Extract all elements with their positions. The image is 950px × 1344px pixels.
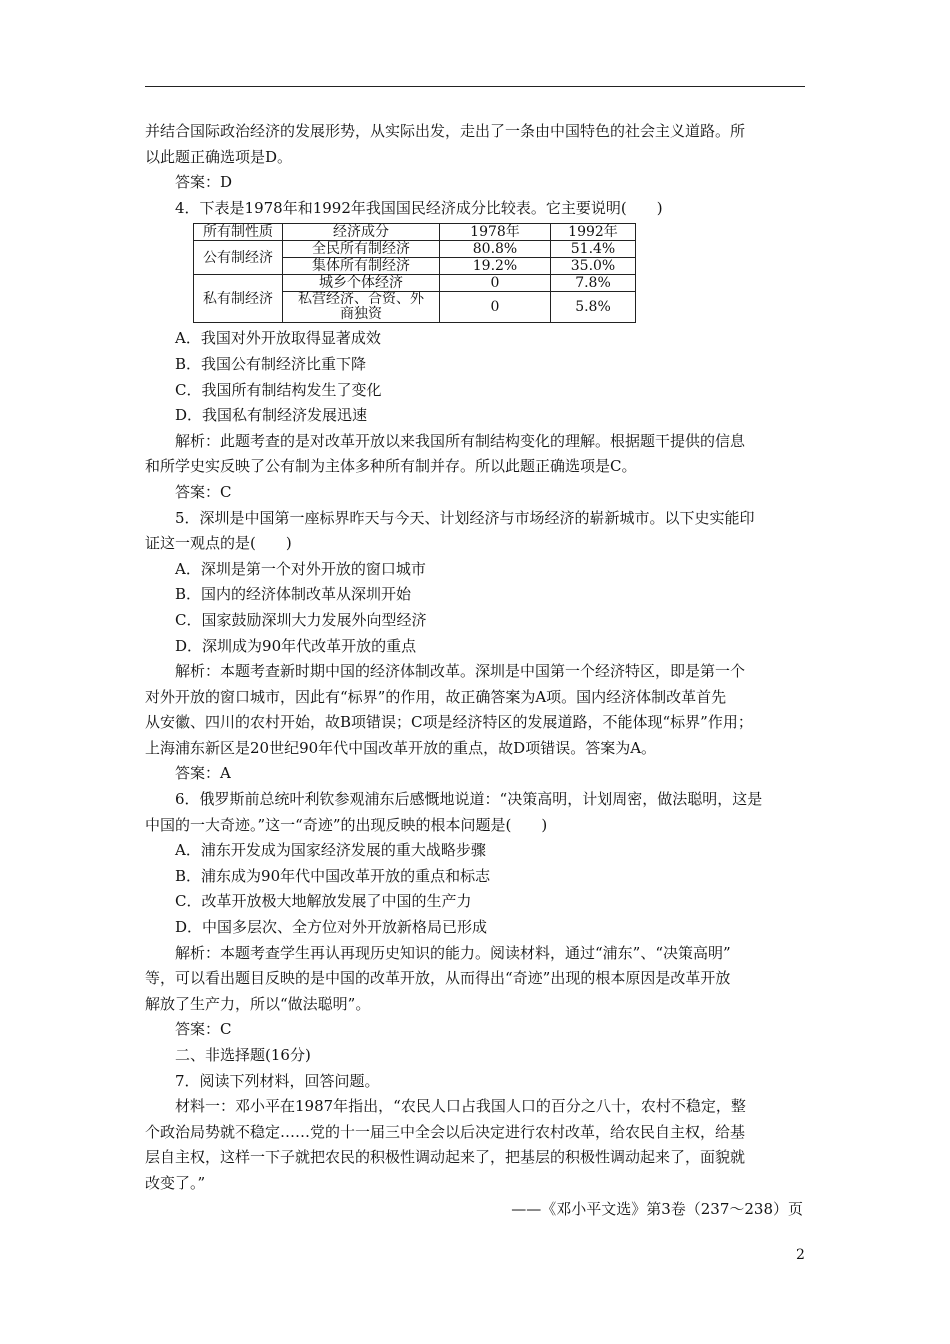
option-b: B．我国公有制经济比重下降 — [175, 354, 367, 373]
header-rule — [145, 86, 805, 87]
table-cell: 0 — [440, 292, 551, 323]
option-d: D．中国多层次、全方位对外开放新格局已形成 — [175, 918, 488, 937]
analysis-line: 从安徽、四川的农村开始，故B项错误；C项是经济特区的发展道路，不能体现“标界”作用； — [145, 713, 753, 732]
cell-line: 商独资 — [340, 306, 382, 323]
answer-line: 答案：C — [175, 482, 232, 501]
option-a: A．浦东开发成为国家经济发展的重大战略步骤 — [175, 841, 486, 860]
table-cell: 全民所有制经济 — [283, 241, 440, 258]
page-body — [145, 119, 807, 1222]
page-number: 2 — [796, 1247, 805, 1263]
table-header-row — [194, 224, 636, 241]
source-citation: ——《邓小平文选》第3卷（237～238）页 — [511, 1199, 803, 1218]
question-5: 5．深圳是中国第一座标界昨天与今天、计划经济与市场经济的崭新城市。以下史实能印 — [175, 508, 755, 527]
material-line: 层自主权，这样一下子就把农民的积极性调动起来了，把基层的积极性调动起来了，面貌就 — [145, 1148, 746, 1167]
text-line: 以此题正确选项是D。 — [145, 147, 293, 166]
text-line: 并结合国际政治经济的发展形势，从实际出发，走出了一条由中国特色的社会主义道路。所 — [145, 122, 746, 140]
section-heading: 二、非选择题(16分) — [175, 1046, 311, 1064]
question-5-cont: 证这一观点的是( ) — [145, 534, 292, 553]
table-cell: 5.8% — [551, 292, 636, 323]
cell-line: 私营经济、合资、外 — [298, 291, 424, 308]
table-cell: 19.2% — [440, 258, 551, 275]
table-cell: 7.8% — [551, 275, 636, 292]
ownership-table — [193, 223, 636, 323]
analysis-line: 解析：此题考查的是对改革开放以来我国所有制结构变化的理解。根据题干提供的信息 — [175, 431, 746, 450]
analysis-line: 和所学史实反映了公有制为主体多种所有制并存。所以此题正确选项是C。 — [145, 457, 637, 476]
table-row — [194, 241, 636, 258]
table-cell: 35.0% — [551, 258, 636, 275]
material-line: 材料一：邓小平在1987年指出，“农民人口占我国人口的百分之八十，农村不稳定，整 — [175, 1097, 746, 1116]
group-cell: 私有制经济 — [194, 275, 283, 323]
question-6-cont: 中国的一大奇迹。”这一“奇迹”的出现反映的根本问题是( ) — [145, 815, 548, 834]
analysis-line: 解放了生产力，所以“做法聪明”。 — [145, 994, 371, 1013]
table-cell-wrapped — [283, 292, 440, 323]
analysis-line: 解析：本题考查新时期中国的经济体制改革。深圳是中国第一个经济特区，即是第一个 — [175, 662, 746, 681]
option-d: D．深圳成为90年代改革开放的重点 — [175, 636, 417, 655]
analysis-line: 上海浦东新区是20世纪90年代中国改革开放的重点，故D项错误。答案为A。 — [145, 738, 657, 757]
table-cell: 80.8% — [440, 241, 551, 258]
table-row — [194, 275, 636, 292]
material-line: 改变了。” — [145, 1173, 206, 1192]
table-header-cell: 1978年 — [440, 224, 551, 241]
answer-line: 答案：C — [175, 1020, 232, 1039]
table-header-cell: 1992年 — [551, 224, 636, 241]
question-4: 4．下表是1978年和1992年我国国民经济成分比较表。它主要说明( ) — [175, 198, 663, 217]
option-b: B．浦东成为90年代中国改革开放的重点和标志 — [175, 866, 491, 885]
question-7: 7．阅读下列材料，回答问题。 — [175, 1071, 380, 1090]
answer-line: 答案：D — [175, 173, 233, 192]
question-6: 6．俄罗斯前总统叶利钦参观浦东后感慨地说道：“决策高明，计划周密，做法聪明，这是 — [175, 790, 763, 809]
table-cell: 集体所有制经济 — [283, 258, 440, 275]
option-c: C．我国所有制结构发生了变化 — [175, 380, 382, 399]
option-a: A．深圳是第一个对外开放的窗口城市 — [175, 559, 426, 578]
analysis-line: 解析：本题考查学生再认再现历史知识的能力。阅读材料，通过“浦东”、“决策高明” — [175, 943, 731, 962]
option-c: C．改革开放极大地解放发展了中国的生产力 — [175, 892, 472, 911]
table-cell: 51.4% — [551, 241, 636, 258]
option-c: C．国家鼓励深圳大力发展外向型经济 — [175, 610, 427, 629]
material-line: 个政治局势就不稳定……党的十一届三中全会以后决定进行农村改革，给农民自主权，给基 — [145, 1122, 746, 1141]
group-cell: 公有制经济 — [194, 241, 283, 275]
table-cell: 城乡个体经济 — [283, 275, 440, 292]
option-d: D．我国私有制经济发展迅速 — [175, 406, 368, 425]
option-b: B．国内的经济体制改革从深圳开始 — [175, 585, 412, 604]
table-header-cell: 所有制性质 — [194, 224, 283, 241]
table-cell: 0 — [440, 275, 551, 292]
table-header-cell: 经济成分 — [283, 224, 440, 241]
answer-line: 答案：A — [175, 764, 231, 783]
option-a: A．我国对外开放取得显著成效 — [175, 329, 381, 348]
analysis-line: 等，可以看出题目反映的是中国的改革开放，从而得出“奇迹”出现的根本原因是改革开放 — [145, 969, 731, 988]
analysis-line: 对外开放的窗口城市，因此有“标界”的作用，故正确答案为A项。国内经济体制改革首先 — [145, 687, 727, 706]
